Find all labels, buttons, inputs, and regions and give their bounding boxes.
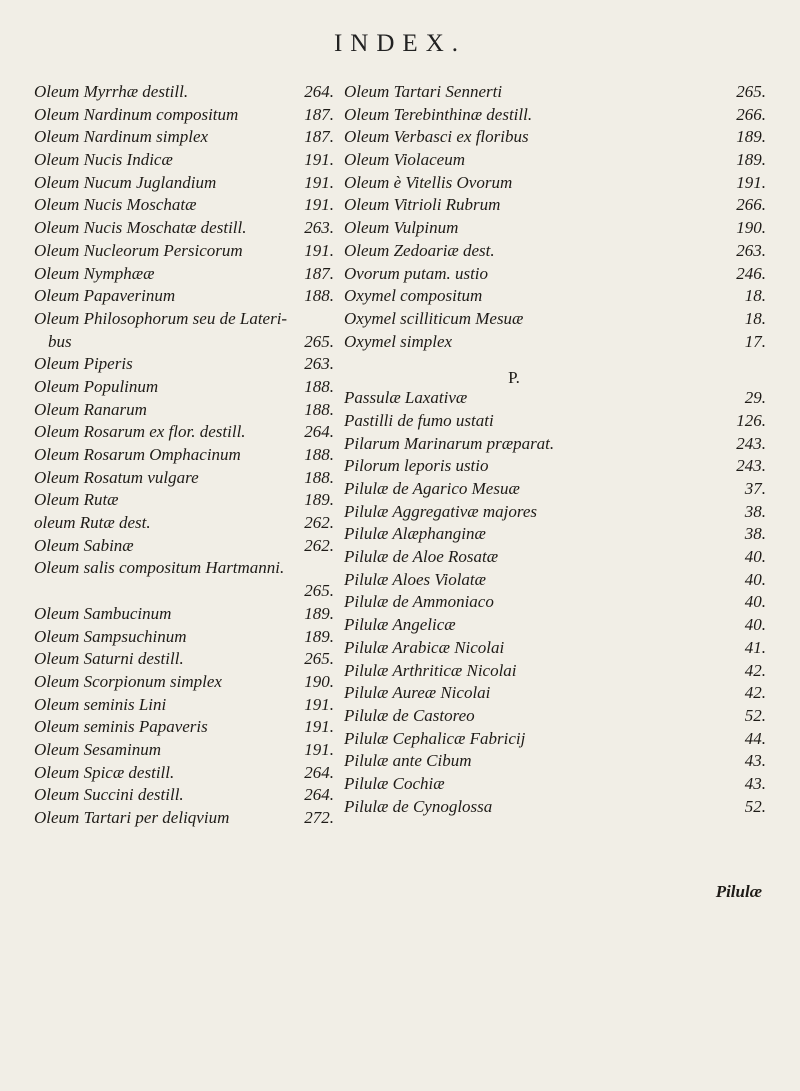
entry-page-number: 263.: [304, 218, 334, 238]
index-entry: [342, 217, 766, 240]
index-entry: [342, 285, 766, 308]
entry-page-number: 17.: [744, 331, 766, 351]
entry-page-number: 37.: [744, 479, 766, 498]
index-entry: [342, 308, 766, 331]
entry-term: Oxymel scilliticum Mesuæ: [344, 308, 524, 328]
index-entry: [34, 263, 334, 286]
entry-term: Oleum Nardinum compositum: [34, 104, 239, 124]
entry-term: Pilulæ Aureæ Nicolai: [344, 683, 491, 703]
index-entry: [342, 433, 766, 456]
entry-term: Passulæ Laxativæ: [344, 388, 468, 408]
entry-page-number: 191.: [304, 694, 334, 714]
entry-term: Oleum Terebinthinæ destill.: [344, 104, 533, 124]
entry-term: Oleum Spicæ destill.: [34, 762, 175, 782]
entry-term: Oleum Nucleorum Persicorum: [34, 240, 243, 260]
index-entry: [342, 149, 766, 172]
entry-page-number: 191.: [304, 150, 334, 170]
entry-page-number: 191.: [304, 739, 334, 759]
entry-term: Oleum seminis Papaveris: [34, 717, 208, 737]
entry-term: Oleum Rosarum Omphacinum: [34, 445, 241, 464]
entry-page-number: 263.: [304, 354, 334, 374]
right-column-p-entries: [342, 387, 766, 818]
entry-term: Pilulæ de Ammoniaco: [344, 592, 494, 612]
entry-term: Oleum Philosophorum seu de Lateri-: [34, 308, 288, 328]
entry-page-number: 191.: [304, 717, 334, 737]
index-entry: [34, 557, 334, 580]
entry-page-number: 189.: [304, 626, 334, 646]
entry-page-number: 264.: [304, 422, 334, 442]
entry-term: Oleum Myrrhæ destill.: [34, 82, 189, 101]
index-entry: [342, 614, 766, 637]
entry-page-number: 40.: [744, 569, 766, 589]
index-entry: [342, 104, 766, 127]
entry-term: Oleum Saturni destill.: [34, 649, 184, 669]
index-entry: [34, 626, 334, 649]
index-entry: [342, 194, 766, 217]
entry-term: oleum Rutæ dest.: [34, 513, 151, 533]
entry-page-number: 262.: [304, 513, 334, 533]
index-entry: [34, 104, 334, 127]
entry-page-number: 38.: [744, 501, 766, 521]
index-entry: [34, 421, 334, 444]
index-entry: [34, 308, 334, 331]
index-entry: [34, 603, 334, 626]
entry-term: Oleum Sampsuchinum: [34, 626, 187, 646]
entry-term: Oleum seminis Lini: [34, 694, 167, 714]
entry-page-number: 187.: [304, 127, 334, 147]
entry-page-number: 18.: [744, 286, 766, 306]
index-entry: [34, 512, 334, 535]
entry-page-number: 265.: [304, 581, 334, 601]
entry-page-number: 43.: [744, 751, 766, 771]
entry-term: Oleum Nucis Indicæ: [34, 150, 173, 170]
index-entry: [34, 489, 334, 512]
entry-page-number: 187.: [304, 104, 334, 124]
entry-page-number: 29.: [744, 388, 766, 408]
entry-page-number: 40.: [744, 592, 766, 612]
entry-page-number: 188.: [304, 467, 334, 487]
index-entry: [34, 172, 334, 195]
entry-term: Oleum Piperis: [34, 354, 133, 374]
index-entry: [342, 240, 766, 263]
entry-term: Pilulæ Arabicæ Nicolai: [344, 637, 505, 657]
index-entry: [342, 501, 766, 524]
entry-term: Pilulæ de Castoreo: [344, 705, 475, 725]
index-entry: [34, 399, 334, 422]
entry-term: Oleum Rutæ: [34, 490, 119, 510]
index-entry: [342, 546, 766, 569]
index-entry: [34, 807, 334, 830]
entry-term: Oleum Tartari per deliqvium: [34, 808, 230, 827]
entry-page-number: 42.: [744, 683, 766, 703]
entry-term: Oleum Sabinæ: [34, 535, 134, 555]
index-entry: [34, 194, 334, 217]
left-column: [34, 81, 334, 830]
entry-page-number: 264.: [304, 785, 334, 805]
entry-term: Oleum Nardinum simplex: [34, 127, 209, 147]
index-entry: [34, 81, 334, 104]
catchword: Pilulæ: [715, 882, 762, 901]
index-entry: [342, 682, 766, 705]
entry-page-number: 265.: [736, 82, 766, 101]
entry-page-number: 262.: [304, 535, 334, 555]
entry-term: Oleum Vulpinum: [344, 218, 459, 238]
index-entry: [342, 410, 766, 433]
entry-page-number: 266.: [736, 104, 766, 124]
index-entry: [34, 331, 334, 354]
entry-term: Oleum Violaceum: [344, 150, 466, 170]
index-entry: [34, 353, 334, 376]
entry-page-number: 18.: [744, 308, 766, 328]
index-entry: [34, 648, 334, 671]
page-header: INDEX.: [333, 30, 466, 57]
right-column: [342, 81, 766, 818]
index-entry: [342, 773, 766, 796]
entry-page-number: 52.: [744, 705, 766, 725]
entry-term: Pilulæ Cochiæ: [344, 773, 445, 793]
entry-term: Pilulæ Aggregativæ majores: [344, 501, 537, 521]
entry-term: Oleum Verbasci ex floribus: [344, 127, 529, 147]
entry-page-number: 189.: [736, 150, 766, 170]
entry-page-number: 188.: [304, 376, 334, 396]
entry-page-number: 188.: [304, 399, 334, 419]
index-entry: [342, 126, 766, 149]
entry-page-number: 187.: [304, 263, 334, 283]
entry-term: Oleum Papaverinum: [34, 286, 176, 306]
index-entry: [342, 796, 766, 819]
index-entry: [342, 705, 766, 728]
entry-term: Pilulæ de Cynoglossa: [344, 796, 493, 816]
entry-term: Oleum Rosatum vulgare: [34, 467, 199, 487]
entry-page-number: 189.: [304, 490, 334, 510]
index-entry: [342, 750, 766, 773]
entry-page-number: 52.: [744, 796, 766, 816]
entry-page-number: 272.: [304, 808, 334, 827]
entry-page-number: 188.: [304, 445, 334, 464]
entry-term: Oleum Sambucinum: [34, 603, 172, 623]
entry-term: Pilulæ Angelicæ: [344, 615, 456, 635]
entry-term: Oleum Ranarum: [34, 399, 147, 419]
index-entry: [34, 376, 334, 399]
entry-page-number: 190.: [736, 218, 766, 238]
index-entry: [34, 467, 334, 490]
index-entry: [34, 716, 334, 739]
entry-page-number: 43.: [744, 773, 766, 793]
index-entry: [34, 580, 334, 603]
entry-term: Oleum Rosarum ex flor. destill.: [34, 422, 246, 442]
entry-term: Oleum Tartari Sennerti: [344, 82, 503, 101]
entry-term: Ovorum putam. ustio: [344, 263, 489, 283]
index-entry: [342, 591, 766, 614]
entry-term: Oleum Succini destill.: [34, 785, 184, 805]
entry-page-number: 266.: [736, 195, 766, 215]
entry-page-number: 189.: [304, 603, 334, 623]
entry-term: Pastilli de fumo ustati: [344, 410, 494, 430]
entry-term: Oleum Nucis Moschatæ destill.: [34, 218, 247, 238]
entry-page-number: 265.: [304, 331, 334, 351]
index-entry: [342, 455, 766, 478]
index-entry: [342, 81, 766, 104]
entry-page-number: 190.: [304, 671, 334, 691]
entry-term: Oleum Vitrioli Rubrum: [344, 195, 501, 215]
index-entry: [342, 637, 766, 660]
index-entry: [34, 694, 334, 717]
entry-page-number: 264.: [304, 762, 334, 782]
entry-page-number: 38.: [744, 524, 766, 544]
entry-page-number: 246.: [736, 263, 766, 283]
index-entry: [342, 523, 766, 546]
entry-page-number: 188.: [304, 286, 334, 306]
entry-page-number: 243.: [736, 433, 766, 453]
index-entry: [342, 728, 766, 751]
index-entry: [34, 784, 334, 807]
index-entry: [342, 263, 766, 286]
entry-page-number: 264.: [304, 82, 334, 101]
entry-term: Pilulæ Cephalicæ Fabricij: [344, 728, 526, 748]
entry-term: Oleum Populinum: [34, 376, 159, 396]
index-entry: [342, 478, 766, 501]
entry-page-number: 243.: [736, 456, 766, 476]
entry-page-number: 263.: [736, 240, 766, 260]
entry-term: Oleum salis compositum Hartmanni.: [34, 558, 285, 578]
entry-term: Pilulæ de Agarico Mesuæ: [344, 479, 520, 498]
entry-page-number: 189.: [736, 127, 766, 147]
index-entry: [342, 387, 766, 410]
entry-page-number: 191.: [304, 195, 334, 215]
entry-term: Oleum Nucum Juglandium: [34, 172, 217, 192]
entry-term: Oleum Sesaminum: [34, 739, 162, 759]
entry-page-number: 191.: [304, 172, 334, 192]
index-entry: [342, 331, 766, 354]
index-entry: [34, 149, 334, 172]
index-entry: [34, 762, 334, 785]
entry-term: bus: [48, 331, 72, 351]
entry-term: Oleum Zedoariæ dest.: [344, 240, 495, 260]
entry-term: Pilulæ ante Cibum: [344, 751, 472, 771]
entry-page-number: 126.: [736, 410, 766, 430]
index-entry: [342, 660, 766, 683]
entry-term: Oleum Nucis Moschatæ: [34, 195, 197, 215]
index-entry: [34, 126, 334, 149]
entry-term: Oleum Nymphææ: [34, 263, 155, 283]
entry-term: Pilulæ Aloes Violatæ: [344, 569, 486, 589]
index-entry: [342, 172, 766, 195]
entry-page-number: 41.: [744, 637, 766, 657]
entry-page-number: 40.: [744, 615, 766, 635]
entry-term: Pilulæ Arthriticæ Nicolai: [344, 660, 517, 680]
entry-page-number: 265.: [304, 649, 334, 669]
right-column-oleum-entries: [342, 81, 766, 353]
entry-page-number: 191.: [736, 172, 766, 192]
index-entry: [34, 444, 334, 467]
index-entry: [34, 217, 334, 240]
entry-term: Pilulæ Alæphanginæ: [344, 524, 486, 544]
section-letter-p: P.: [508, 368, 520, 388]
entry-term: Pilulæ de Aloe Rosatæ: [344, 547, 499, 567]
entry-term: Pilorum leporis ustio: [344, 456, 489, 476]
entry-term: Oleum Scorpionum simplex: [34, 671, 222, 691]
entry-term: Oleum è Vitellis Ovorum: [344, 172, 513, 192]
index-entry: [34, 535, 334, 558]
entry-term: Pilarum Marinarum præparat.: [344, 433, 555, 453]
index-entry: [342, 569, 766, 592]
entry-term: Oxymel simplex: [344, 331, 453, 351]
entry-page-number: 44.: [744, 728, 766, 748]
entry-page-number: 42.: [744, 660, 766, 680]
index-entry: [34, 240, 334, 263]
entry-term: Oxymel compositum: [344, 286, 483, 306]
index-entry: [34, 739, 334, 762]
entry-page-number: 40.: [744, 547, 766, 567]
index-entry: [34, 671, 334, 694]
entry-page-number: 191.: [304, 240, 334, 260]
index-entry: [34, 285, 334, 308]
